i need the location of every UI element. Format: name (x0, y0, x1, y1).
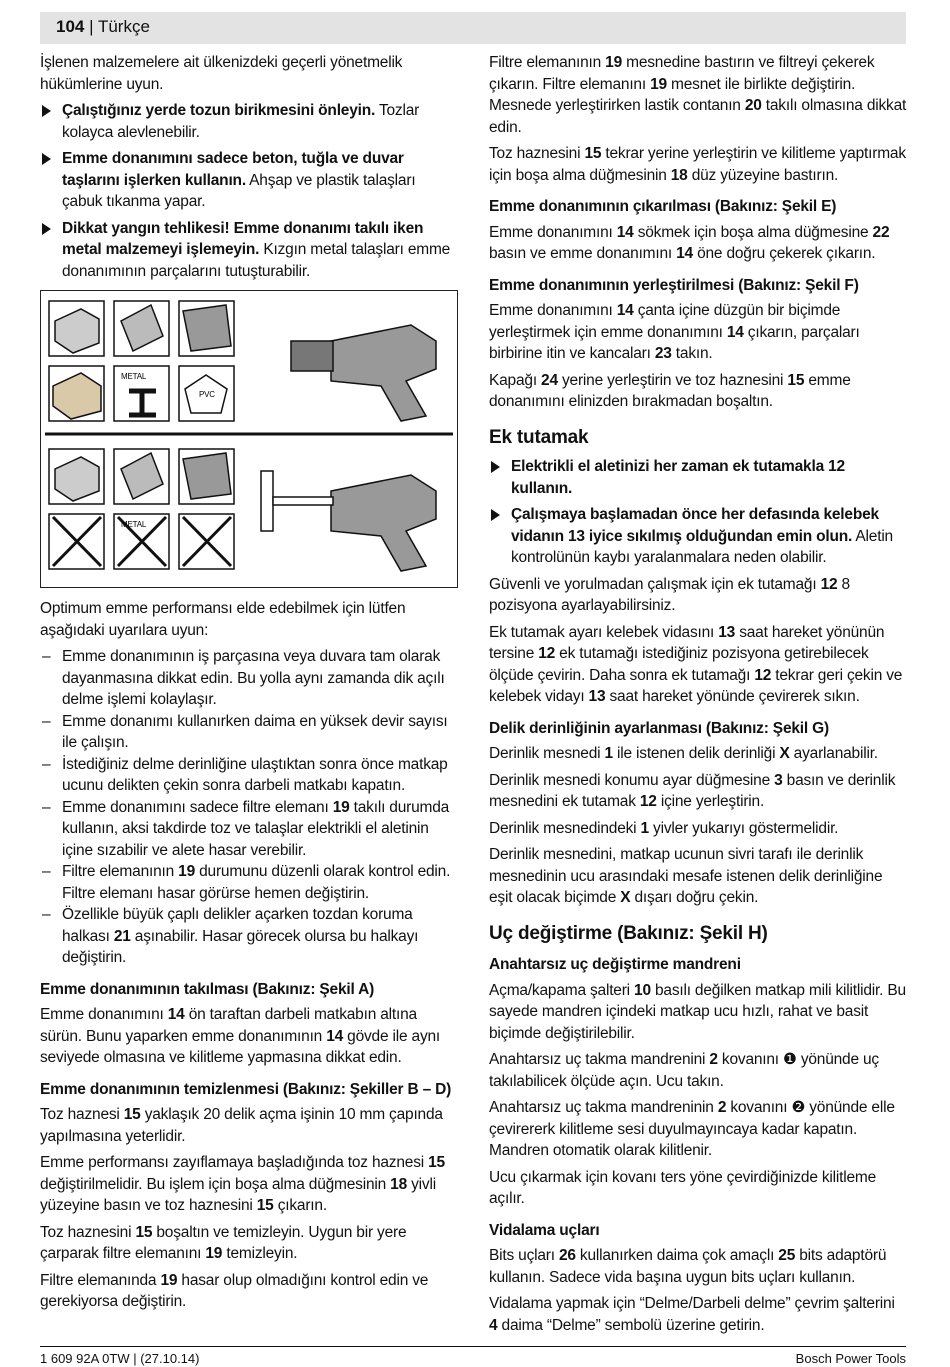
paragraph: Derinlik mesnedindeki 1 yivler yukarıyı göstermelidir. (489, 819, 839, 837)
metal-label-crossed: METAL (121, 520, 147, 529)
paragraph: Vidalama yapmak için “Delme/Darbeli delme” çevrim şalterini 4 daima “Delme” sembolü üzerine getirin. (489, 1295, 895, 1334)
page-language: Türkçe (97, 17, 150, 36)
paragraph: Derinlik mesnedi konumu ayar düğmesine 3 basın ve derinlik mesnedini ek tutamak 12 içine yerleştirin. (489, 771, 896, 810)
paragraph: Ucu çıkarmak için kovanı ters yöne çevirdiğinizde kilitleme açılır. (489, 1168, 877, 1207)
warning-bullet: Dikkat yangın tehlikesi! Emme donanımı takılı iken metal malzemeyi işlemeyin. Kızgın metal talaşları emme donanımının parçalarını tutuşturabilir. (40, 218, 458, 283)
dash-item: – Emme donanımını sadece filtre elemanı 19 takılı durumda kullanın, aksi takdirde toz ve talaşlar elektrikli el aletinin içine sızabilir ve alete hasar verebilir. (40, 797, 458, 862)
paragraph: Filtre elemanında 19 hasar olup olmadığını kontrol edin ve gerekiyorsa değiştirin. (40, 1271, 429, 1310)
paragraph: Toz haznesi 15 yaklaşık 20 delik açma işinin 10 mm çapında yapılmasına yeterlidir. (40, 1106, 443, 1145)
metal-label: METAL (121, 372, 147, 381)
paragraph: Açma/kapama şalteri 10 basılı değilken matkap mili kilitlidir. Bu sayede mandren içindeki matkap ucu hızlı, rahat ve basit biçimde değiştirilebilir. (489, 981, 906, 1042)
dash-item: – Emme donanımının iş parçasına veya duvara tam olarak dayanmasına dikkat edin. Bu yolla aynı zamanda dik açılı delme işlemi kolaylaşır. (40, 646, 458, 711)
page-number: 104 (56, 17, 85, 36)
dash-item: – Emme donanımı kullanırken daima en yüksek devir sayısı ile çalışın. (40, 711, 458, 754)
paragraph: Derinlik mesnedi 1 ile istenen delik derinliği X ayarlanabilir. (489, 745, 878, 762)
warning-bullet: Çalıştığınız yerde tozun birikmesini önleyin. Tozlar kolayca alevlenebilir. (40, 100, 458, 143)
footer-doc-id: 1 609 92A 0TW | (27.10.14) (40, 1351, 200, 1366)
paragraph: Emme donanımını 14 sökmek için boşa alma düğmesine 22 basın ve emme donanımını 14 öne doğru çekerek çıkarın. (489, 223, 890, 262)
pvc-label: PVC (199, 390, 215, 399)
optimum-text: Optimum emme performansı elde edebilmek için lütfen aşağıdaki uyarılara uyun: (40, 600, 406, 639)
section-heading: Emme donanımının temizlenmesi (Bakınız: Şekiller B – D) (40, 1080, 452, 1098)
paragraph: Anahtarsız uç takma mandrenini 2 kovanını ❶ yönünde uç takılabilicek ölçüde açın. Ucu takın. (489, 1051, 879, 1090)
dash-item: – Özellikle büyük çaplı delikler açarken tozdan koruma halkası 21 aşınabilir. Hasar görecek olursa bu halkayı değiştirin. (40, 904, 458, 969)
paragraph: Kapağı 24 yerine yerleştirin ve toz haznesini 15 emme donanımını elinizden bırakmadan boşaltın. (489, 371, 851, 410)
right-column (489, 52, 907, 1341)
section-heading: Emme donanımının takılması (Bakınız: Şekil A) (40, 980, 375, 998)
section-heading: Emme donanımının yerleştirilmesi (Bakınız: Şekil F) (489, 276, 859, 294)
paragraph: Emme performansı zayıflamaya başladığında toz haznesi 15 değiştirilmelidir. Bu işlem için boşa alma düğmesinin 18 yivli yüzeyine basın ve toz haznesini 15 çıkarın. (40, 1154, 445, 1214)
warning-bullet: Emme donanımını sadece beton, tuğla ve duvar taşlarını işlerken kullanın. Ahşap ve plastik talaşları çabuk tıkanma yapar. (40, 148, 458, 213)
paragraph: Emme donanımını 14 çanta içine düzgün bir biçimde yerleştirmek için emme donanımını 14 çıkarın, parçaları birbirine itin ve kancaları 23 takın. (489, 302, 860, 362)
page-header: 104 | Türkçe (40, 12, 906, 44)
dash-item: – Filtre elemanının 19 durumunu düzenli olarak kontrol edin. Filtre elemanı hasar görürse hemen değiştirin. (40, 861, 458, 904)
footer-rule (40, 1346, 906, 1347)
intro-text: İşlenen malzemelere ait ülkenizdeki geçerli yönetmelik hükümlerine uyun. (40, 54, 403, 93)
paragraph: Toz haznesini 15 tekrar yerine yerleştirin ve kilitleme yaptırmak için boşa alma düğmesinin 18 düz yüzeyine bastırın. (489, 145, 906, 184)
paragraph: Filtre elemanının 19 mesnedine bastırın ve filtreyi çekerek çıkarın. Filtre elemanını 19 mesnet ile birlikte değiştirin. Mesnede yerleştirirken lastik contanın 20 takılı olmasına dikkat edin. (489, 54, 907, 136)
paragraph: Güvenli ve yorulmadan çalışmak için ek tutamağı 12 8 pozisyona ayarlayabilirsiniz. (489, 575, 850, 614)
warning-bullet: Elektrikli el aletinizi her zaman ek tutamakla 12 kullanın. (489, 456, 907, 499)
paragraph: Derinlik mesnedini, matkap ucunun sivri tarafı ile derinlik mesnedinin ucu arasındaki mesafe istenen delik derinliğine eşit olacak biçimde X dışarı doğru çekin. (489, 846, 883, 906)
dash-item: – İstediğiniz delme derinliğine ulaştıktan sonra önce matkap ucunu delikten çekin sonra darbeli matkabı kapatın. (40, 754, 458, 797)
left-column (40, 52, 458, 1318)
paragraph: Anahtarsız uç takma mandreninin 2 kovanını ❷ yönünde elle çevirererk kilitleme sesi duyulmayıncaya kadar kapatın. Mandren otomatik olarak kilitlenir. (489, 1099, 895, 1159)
paragraph: Toz haznesini 15 boşaltın ve temizleyin. Uygun bir yere çarparak filtre elemanını 19 temizleyin. (40, 1223, 407, 1262)
material-illustration (41, 291, 457, 587)
chapter-heading: Ek tutamak (489, 426, 589, 448)
section-heading: Delik derinliğinin ayarlanması (Bakınız: Şekil G) (489, 719, 829, 737)
warning-bullet: Çalışmaya başlamadan önce her defasında kelebek vidanın 13 iyice sıkılmış olduğundan emin olun. Aletin kontrolünün kaybı yaralanmalara neden olabilir. (489, 504, 907, 569)
section-heading: Anahtarsız uç değiştirme mandreni (489, 956, 741, 973)
paragraph: Emme donanımını 14 ön taraftan darbeli matkabın altına sürün. Bunu yaparken emme donanımının 14 gövde ile aynı seviyede olmasına ve kilitleme yapmasına dikkat edin. (40, 1006, 441, 1066)
material-figure (40, 290, 458, 588)
paragraph: Ek tutamak ayarı kelebek vidasını 13 saat hareket yönünün tersine 12 ek tutamağı istediğiniz pozisyona getirebilecek ölçüde çevirin. Daha sonra ek tutamağı 12 tekrar geri çekin ve kelebek vidayı 13 saat hareket yönünde çevirerek sıkın. (489, 623, 903, 705)
paragraph: Bits uçları 26 kullanırken daima çok amaçlı 25 bits adaptörü kullanın. Sadece vida başına uygun bits uçları kullanın. (489, 1247, 887, 1286)
chapter-heading: Uç değiştirme (Bakınız: Şekil H) (489, 922, 768, 944)
section-heading: Vidalama uçları (489, 1221, 600, 1239)
section-heading: Emme donanımının çıkarılması (Bakınız: Şekil E) (489, 198, 837, 215)
footer-brand: Bosch Power Tools (795, 1351, 906, 1366)
